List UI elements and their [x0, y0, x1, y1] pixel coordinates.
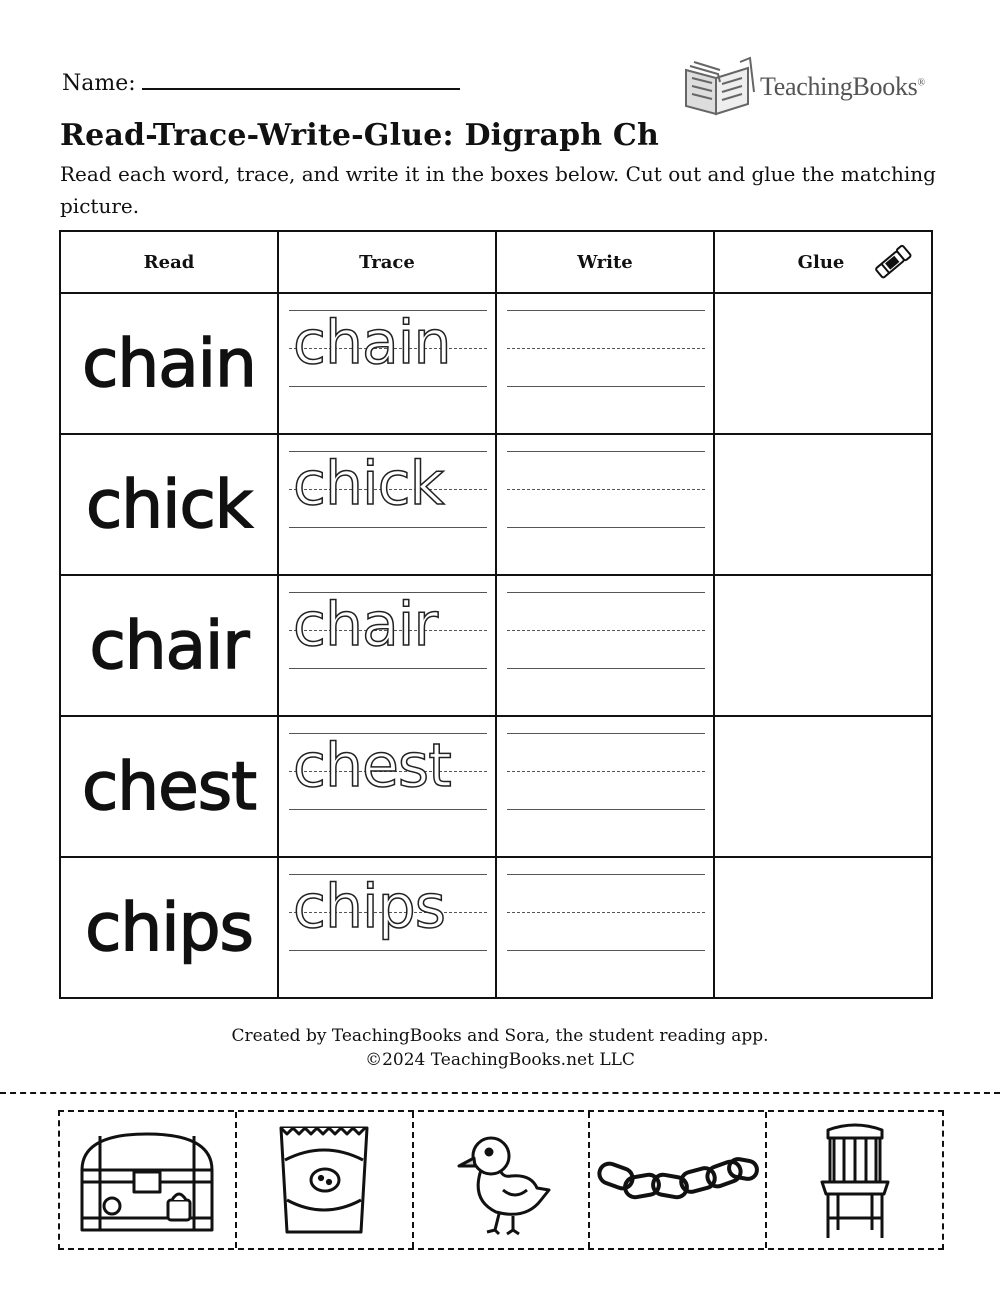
treasure-chest-icon [72, 1120, 222, 1240]
column-header-read: Read [60, 231, 278, 293]
trace-word: chair [293, 590, 438, 660]
glue-stick-icon [869, 238, 917, 286]
read-word: chain [60, 293, 278, 434]
write-cell[interactable] [496, 857, 714, 998]
cutout-card-chair[interactable] [767, 1112, 942, 1248]
trace-cell[interactable] [278, 434, 496, 575]
write-cell[interactable] [496, 716, 714, 857]
chair-icon [810, 1118, 900, 1242]
name-label: Name: [62, 71, 136, 96]
trace-word: chest [293, 731, 451, 801]
glue-label: Glue [797, 251, 845, 273]
glue-cell[interactable] [714, 857, 932, 998]
handwriting-guide-lines [507, 727, 705, 847]
worksheet-row [60, 293, 932, 434]
cut-line [0, 1092, 1000, 1094]
cutout-card-chick[interactable] [414, 1112, 591, 1248]
worksheet-row [60, 575, 932, 716]
glue-cell[interactable] [714, 575, 932, 716]
read-word: chest [60, 716, 278, 857]
write-cell[interactable] [496, 293, 714, 434]
cutout-card-chest[interactable] [60, 1112, 237, 1248]
read-word: chick [60, 434, 278, 575]
cutout-card-chain[interactable] [590, 1112, 767, 1248]
trace-cell[interactable] [278, 716, 496, 857]
write-cell[interactable] [496, 434, 714, 575]
page-title: Read-Trace-Write-Glue: Digraph Ch [60, 118, 659, 153]
handwriting-guide-lines [507, 868, 705, 988]
glue-cell[interactable] [714, 293, 932, 434]
name-field [62, 70, 460, 96]
trace-cell[interactable] [278, 293, 496, 434]
handwriting-guide-lines [507, 304, 705, 424]
glue-cell[interactable] [714, 716, 932, 857]
chick-icon [441, 1120, 561, 1240]
open-book-icon [680, 52, 760, 122]
teachingbooks-logo [680, 52, 950, 122]
credits-line-2: ©2024 TeachingBooks.net LLC [365, 1050, 635, 1070]
worksheet-row [60, 716, 932, 857]
column-header-glue [714, 231, 932, 293]
trace-word: chain [293, 308, 451, 378]
credits-line-1: Created by TeachingBooks and Sora, the student reading app. [231, 1026, 769, 1046]
instructions: Read each word, trace, and write it in the boxes below. Cut out and glue the matching picture. [60, 162, 936, 218]
trace-word: chick [293, 449, 444, 519]
name-line[interactable] [142, 70, 460, 90]
handwriting-guide-lines [507, 586, 705, 706]
worksheet-row [60, 857, 932, 998]
glue-cell[interactable] [714, 434, 932, 575]
worksheet-row [60, 434, 932, 575]
read-word: chips [60, 857, 278, 998]
write-cell[interactable] [496, 575, 714, 716]
column-header-trace: Trace [278, 231, 496, 293]
chain-icon [593, 1140, 763, 1220]
trace-cell[interactable] [278, 857, 496, 998]
chips-bag-icon [269, 1120, 379, 1240]
trace-word: chips [293, 872, 446, 942]
credits [0, 1024, 1000, 1072]
trace-cell[interactable] [278, 575, 496, 716]
handwriting-guide-lines [507, 445, 705, 565]
column-header-write: Write [496, 231, 714, 293]
brand-name: TeachingBooks® [760, 72, 925, 101]
cutout-card-chips[interactable] [237, 1112, 414, 1248]
read-word: chair [60, 575, 278, 716]
worksheet-table [59, 230, 933, 999]
cutout-cards [58, 1110, 944, 1250]
